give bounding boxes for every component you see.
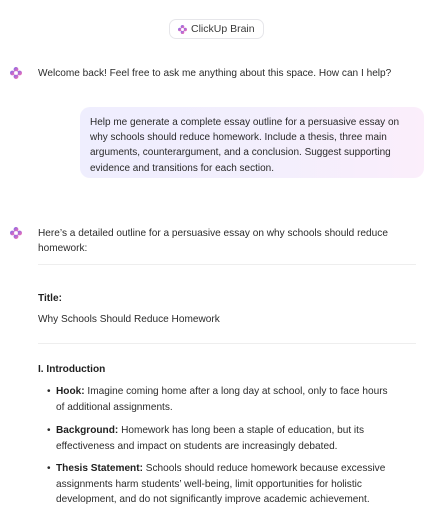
assistant-welcome-message: Welcome back! Feel free to ask me anything about this space. How can I help? xyxy=(38,68,392,79)
clickup-brain-icon xyxy=(10,67,22,79)
user-prompt-bubble: Help me generate a complete essay outline for a persuasive essay on why schools should reduce homework. Include a thesis, three main arguments, counterargument, and a conclusion. Suggest supporting evidence and transitions for each section. xyxy=(80,107,424,178)
bullet-label: Thesis Statement: xyxy=(56,463,143,474)
bullet-text: Homework has long been a staple of education, but its effectiveness and impact on students are increasingly debated. xyxy=(56,425,365,452)
bullet-text: Schools should reduce homework because excessive assignments harm students’ well-being, limit opportunities for holistic development, and do not significantly improve academic achievement. xyxy=(56,463,386,505)
bullet-text: Imagine coming home after a long day at school, only to face hours of additional assignments. xyxy=(56,386,388,413)
clickup-brain-icon xyxy=(10,227,22,239)
bullet-label: Background: xyxy=(56,425,119,436)
outline-title-label: Title: xyxy=(38,293,62,304)
bullet-dot: • xyxy=(47,425,51,436)
assistant-reply-intro: Here’s a detailed outline for a persuasive essay on why schools should reduce homework: xyxy=(38,228,388,254)
divider xyxy=(38,264,416,265)
outline-title-value: Why Schools Should Reduce Homework xyxy=(38,314,220,325)
bullet-label: Hook: xyxy=(56,386,85,397)
list-item xyxy=(47,384,392,415)
bullet-dot: • xyxy=(47,463,51,474)
list-item xyxy=(47,423,392,454)
brand-label: ClickUp Brain xyxy=(191,23,255,35)
divider xyxy=(38,343,416,344)
bullet-dot: • xyxy=(47,386,51,397)
clickup-brain-icon xyxy=(178,25,187,34)
list-item xyxy=(47,461,392,508)
brand-pill xyxy=(169,19,264,39)
section-heading: I. Introduction xyxy=(38,364,106,375)
